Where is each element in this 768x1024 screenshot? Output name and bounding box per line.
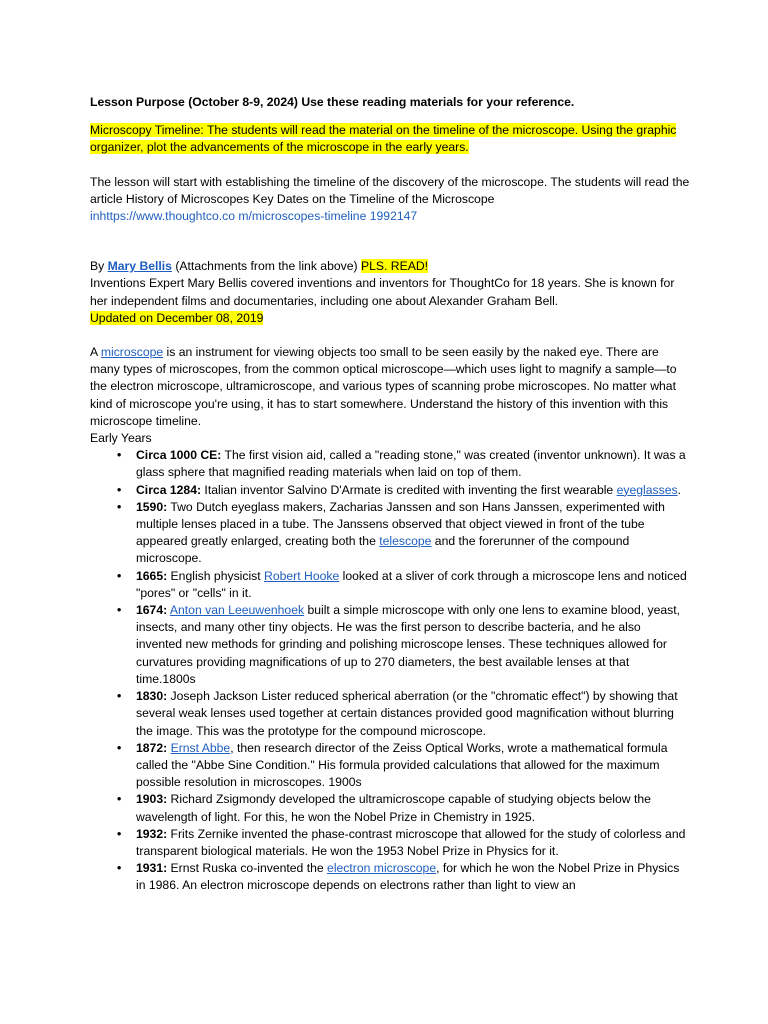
lesson-highlight [90, 122, 690, 156]
article-paragraph [90, 344, 690, 430]
timeline-date: 1903: [136, 792, 168, 807]
lesson-title: Lesson Purpose (October 8-9, 2024) Use these reading materials for your reference. [90, 95, 575, 109]
timeline-item [90, 791, 690, 825]
timeline-text: Richard Zsigmondy developed the ultramicroscope capable of studying objects below the wavelength of light. For this, he won the Nobel Prize in Chemistry in 1925. [136, 792, 651, 824]
bullet-icon: • [117, 603, 122, 618]
timeline-text-after: , then research director of the Zeiss Optical Works, wrote a mathematical formula called the "Abbe Sine Condition." His formula provided calculations that allowed for the maximum possible resolution in microscopes. 1900s [136, 740, 668, 790]
bullet-icon: • [117, 482, 122, 497]
bullet-icon: • [117, 568, 122, 583]
timeline-item [90, 482, 690, 499]
timeline-text: Joseph Jackson Lister reduced spherical aberration (or the "chromatic effect") by showing that several weak lenses used together at certain distances provided good magnification without blurring the image. This was the prototype for the compound microscope. [136, 689, 678, 738]
timeline-date: 1872: [136, 740, 168, 755]
timeline-link[interactable]: telescope [379, 534, 432, 549]
timeline-item [90, 860, 690, 894]
byline-by: By [90, 259, 108, 274]
timeline-link[interactable]: eyeglasses [616, 482, 678, 497]
timeline-text: Italian inventor Salvino D'Armate is credited with inventing the first wearable [201, 482, 617, 497]
timeline-item [90, 740, 690, 792]
timeline-item [90, 447, 690, 481]
timeline-date: 1830: [136, 689, 168, 704]
intro-link[interactable]: inhttps://www.thoughtco.co m/microscopes-timeline 1992147 [90, 209, 418, 224]
article-rest: is an instrument for viewing objects too small to be seen easily by the naked eye. There are many types of microscopes, from the common optical microscope—which uses light to magnify a sample—to the electron microscope, ultramicroscope, and various types of scanning probe microscopes. No matter what kind of microscope you're using, it has to start somewhere. Understand the history of this invention with this microscope timeline. [90, 345, 677, 428]
article-start: A [90, 345, 101, 360]
timeline-item [90, 602, 690, 688]
timeline-text: Ernst Ruska co-invented the [167, 861, 328, 876]
timeline-item [90, 826, 690, 860]
timeline-item [90, 688, 690, 740]
timeline-date: 1931: [136, 861, 168, 876]
timeline-text-after: looked at a sliver of cork through a microscope lens and noticed "pores" or "cells" in it. [136, 568, 687, 600]
timeline-date: Circa 1000 CE: [136, 448, 222, 463]
author-link[interactable]: Mary Bellis [107, 259, 172, 274]
timeline-text: English physicist [167, 568, 265, 583]
timeline-item [90, 499, 690, 568]
timeline-text-after: , for which he won the Nobel Prize in Physics in 1986. An electron microscope depends on electrons rather than light to view an [136, 861, 680, 893]
timeline-text-after: built a simple microscope with only one lens to examine blood, yeast, insects, and many other tiny objects. He was the first person to describe bacteria, and he also invented new methods for grinding and polishing microscope lenses. These techniques allowed for curvatures providing magnifications of up to 270 diameters, the best available lenses at that time.1800s [136, 603, 681, 686]
attachment-note: (Attachments from the link above) [171, 259, 361, 274]
timeline-link[interactable]: Anton van Leeuwenhoek [169, 603, 305, 618]
section-heading: Early Years [90, 431, 152, 446]
author-bio: Inventions Expert Mary Bellis covered inventions and inventors for ThoughtCo for 18 years. She is known for her independent films and documentaries, including one about Alexander Graham Bell. [90, 276, 675, 308]
microscope-link[interactable]: microscope [100, 345, 164, 360]
timeline-text: Frits Zernike invented the phase-contrast microscope that allowed for the study of colorless and transparent biological materials. He won the 1953 Nobel Prize in Physics for it. [136, 826, 686, 858]
timeline-item [90, 568, 690, 602]
highlighted-text: Microscopy Timeline: The students will read the material on the timeline of the microscope. Using the graphic organizer, plot the advancements of the microscope in the early years. [90, 123, 677, 155]
timeline-text-after: and the forerunner of the compound microscope. [136, 534, 630, 566]
bullet-icon: • [117, 826, 122, 841]
timeline-date: 1932: [136, 826, 168, 841]
timeline-link[interactable]: Ernst Abbe [170, 740, 231, 755]
pls-read-badge: PLS. READ! [360, 259, 429, 274]
bullet-icon: • [117, 689, 122, 704]
timeline-date: Circa 1284: [136, 482, 202, 497]
bullet-icon: • [117, 499, 122, 514]
bullet-icon: • [117, 792, 122, 807]
bullet-icon: • [117, 740, 122, 755]
bullet-icon: • [117, 448, 122, 463]
intro-text: The lesson will start with establishing the timeline of the discovery of the microscope. The students will read the article History of Microscopes Key Dates on the Timeline of the Microscope [90, 174, 690, 206]
timeline-text: Two Dutch eyeglass makers, Zacharias Janssen and son Hans Janssen, experimented with multiple lenses placed in a tube. The Janssens observed that object viewed in front of the tube appeared greatly enlarged, creating both the [136, 499, 665, 549]
byline [90, 258, 690, 327]
timeline-date: 1590: [136, 499, 168, 514]
updated-date: Updated on December 08, 2019 [90, 310, 264, 325]
bullet-icon: • [117, 861, 122, 876]
timeline-date: 1665: [136, 568, 168, 583]
timeline-text-after: . [677, 482, 681, 497]
timeline-link[interactable]: Robert Hooke [264, 568, 340, 583]
intro-paragraph [90, 174, 690, 226]
timeline-text: The first vision aid, called a "reading stone," was created (inventor unknown). It was a glass sphere that magnified reading materials when laid on top of them. [136, 448, 686, 480]
timeline-link[interactable]: electron microscope [327, 861, 437, 876]
timeline-date: 1674: [136, 603, 168, 618]
timeline-list [90, 447, 690, 894]
document-body [90, 94, 690, 895]
